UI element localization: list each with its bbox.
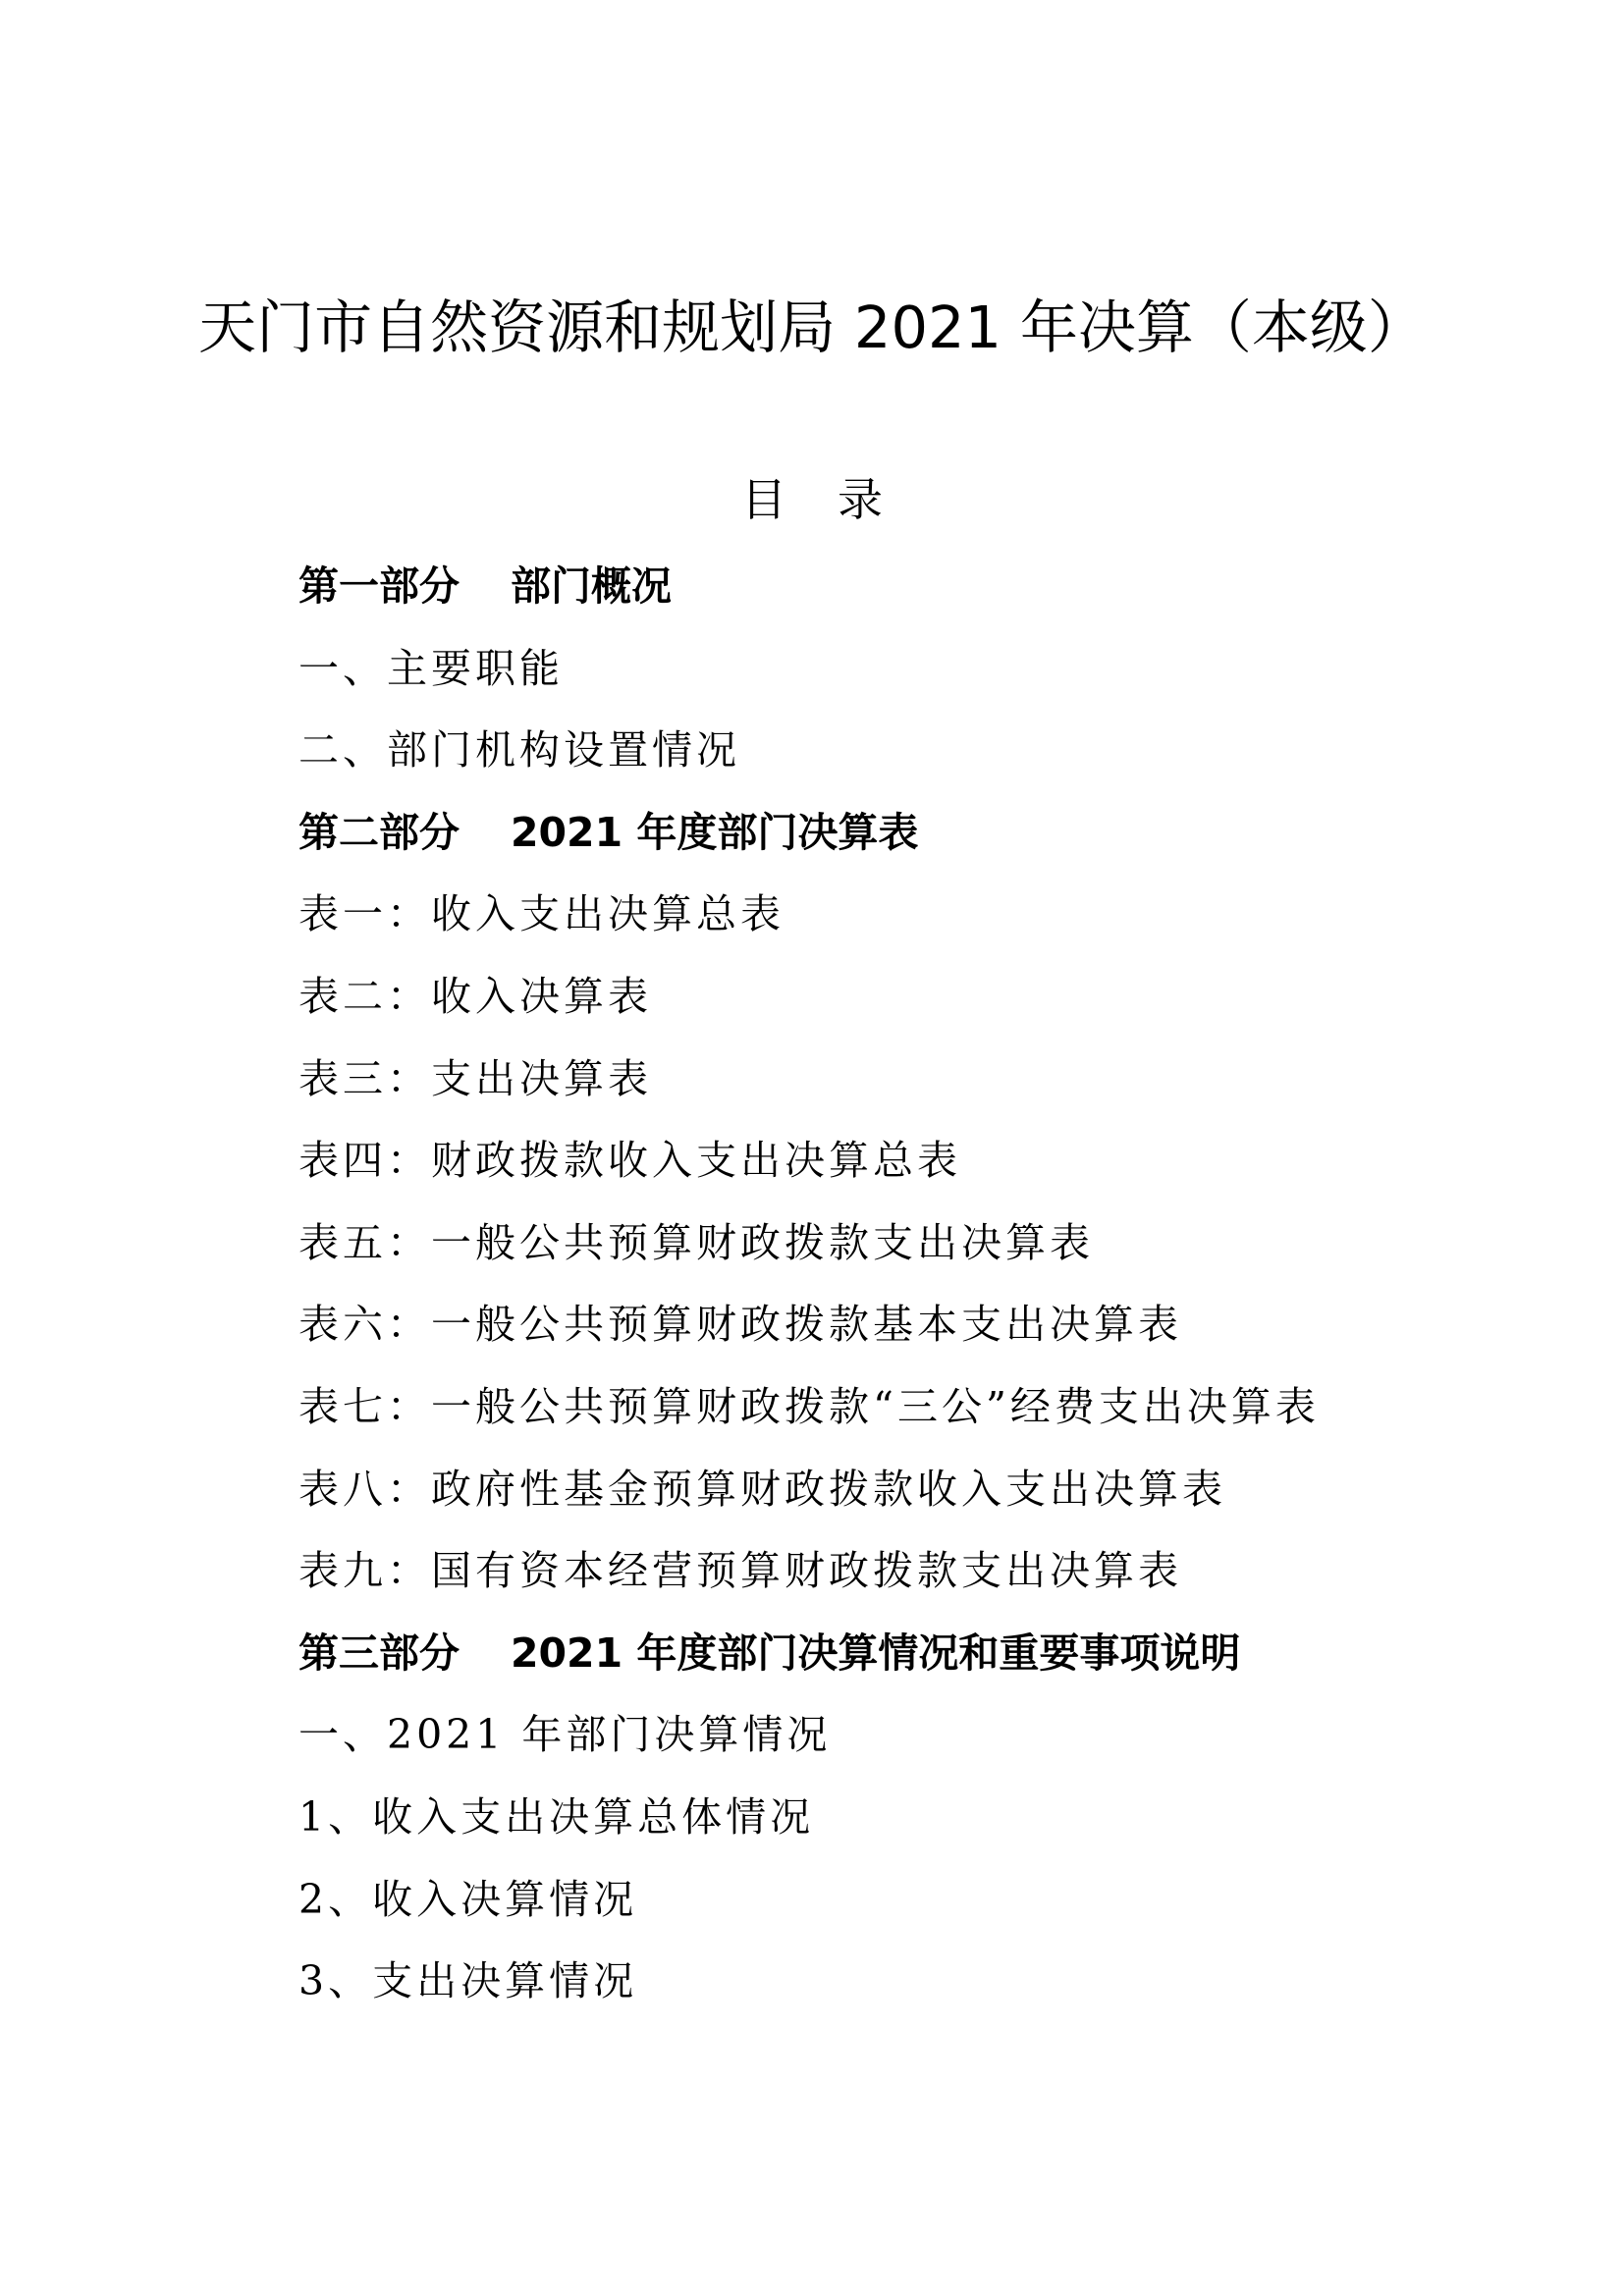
toc-part-3 [298, 1613, 1526, 1695]
table-of-contents [298, 546, 1526, 2023]
toc-part-label: 第一部分 [298, 562, 460, 610]
toc-heading: 目录 [741, 473, 934, 526]
toc-item-org-structure: 二、部门机构设置情况 [298, 726, 740, 774]
toc-item-table-6: 表六：一般公共预算财政拨款基本支出决算表 [298, 1301, 1182, 1349]
toc-part-2 [298, 792, 1526, 875]
toc-item-income-expense-overall: 1、收入支出决算总体情况 [298, 1792, 815, 1841]
page-title: 天门市自然资源和规划局 2021 年决算（本级） [198, 294, 1426, 361]
toc-item-table-5: 表五：一般公共预算财政拨款支出决算表 [298, 1218, 1094, 1266]
toc-part-title: 2021 年度部门决算情况和重要事项说明 [511, 1629, 1241, 1677]
toc-part-label: 第二部分 [298, 808, 460, 856]
toc-item-table-2: 表二：收入决算表 [298, 972, 652, 1020]
toc-item-main-functions: 一、主要职能 [298, 644, 564, 692]
toc-part-label: 第三部分 [298, 1629, 460, 1677]
toc-item-table-8: 表八：政府性基金预算财政拨款收入支出决算表 [298, 1465, 1226, 1513]
toc-item-table-9: 表九：国有资本经营预算财政拨款支出决算表 [298, 1547, 1182, 1595]
toc-part-title: 2021 年度部门决算表 [511, 808, 919, 856]
toc-item-table-3: 表三：支出决算表 [298, 1054, 652, 1102]
toc-item-table-7: 表七：一般公共预算财政拨款“三公”经费支出决算表 [298, 1382, 1320, 1430]
toc-item-table-1: 表一：收入支出决算总表 [298, 890, 785, 938]
toc-part-title: 部门概况 [511, 562, 672, 610]
toc-part-1 [298, 546, 1526, 628]
toc-item-income: 2、收入决算情况 [298, 1875, 638, 1923]
toc-item-table-4: 表四：财政拨款收入支出决算总表 [298, 1137, 961, 1185]
toc-item-expense: 3、支出决算情况 [298, 1957, 638, 2005]
toc-item-2021-overview: 一、2021 年部门决算情况 [298, 1711, 832, 1759]
